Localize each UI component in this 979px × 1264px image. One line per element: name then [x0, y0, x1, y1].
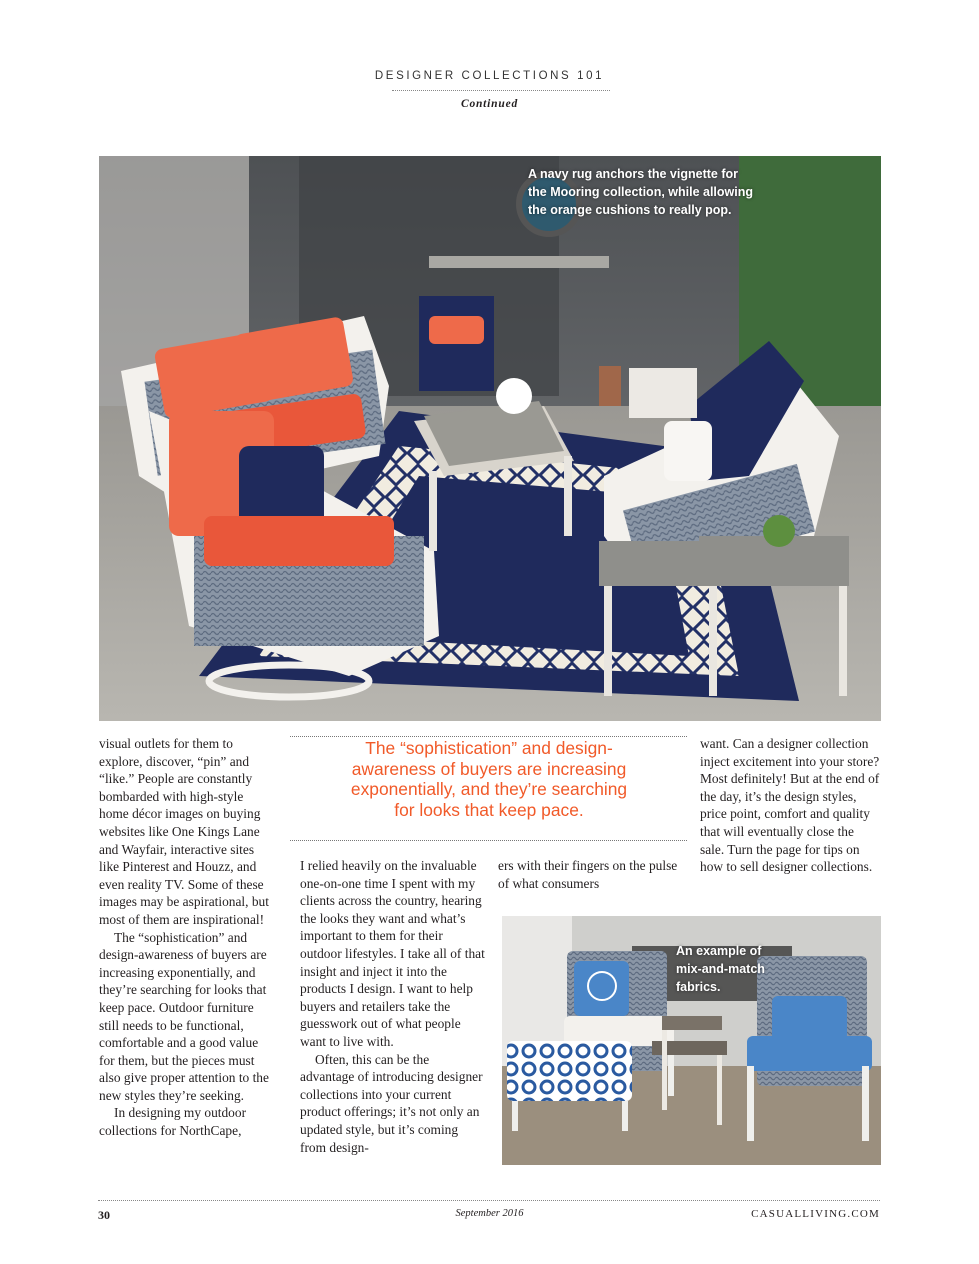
caption-line: the Mooring collection, while allowing	[528, 185, 754, 199]
page-number: 30	[98, 1208, 110, 1222]
body-column-2	[300, 857, 485, 1156]
section-title: DESIGNER COLLECTIONS 101	[374, 70, 605, 82]
body-column-1	[99, 735, 271, 1140]
showroom-vignette-illustration	[99, 156, 881, 721]
section-subtitle: Continued	[460, 98, 519, 110]
footer-divider	[98, 1200, 880, 1201]
paragraph: Often, this can be the advantage of introducing designer collections into your current product offerings; it’s not only an updated style, but it’s coming from design-	[300, 1051, 483, 1155]
pull-quote-line: awareness of buyers are increasing	[351, 758, 627, 779]
pull-quote-line: exponentially, and they’re searching	[350, 779, 628, 799]
caption-line: A navy rug anchors the vignette for	[528, 167, 738, 181]
paragraph: In designing my outdoor collections for NorthCape,	[99, 1105, 247, 1139]
caption-line: mix-and-match	[676, 962, 765, 976]
main-photo	[99, 156, 881, 721]
pull-quote-line: The “sophistication” and design-	[365, 738, 613, 758]
paragraph: I relied heavily on the invaluable one-on-one time I spent with my clients across the country, hearing the looks they want and what’s important to them for their outdoor lifestyles. I take all of that insight and inject it into the products I design. I want to help buyers and retailers take the guesswork out of what people want to live with.	[300, 858, 485, 1049]
header-divider	[392, 90, 610, 91]
caption-line: An example of	[676, 944, 762, 958]
body-column-3	[498, 857, 678, 892]
main-photo-caption	[528, 165, 878, 219]
paragraph: want. Can a designer collection inject excitement into your store? Most definitely! But at the end of the day, it’s the design styles, price point, comfort and quality that will eventually close the sale. Turn the page for tips on how to sell designer collections.	[700, 736, 880, 875]
caption-line: fabrics.	[676, 980, 721, 994]
pull-quote	[294, 738, 684, 820]
paragraph: visual outlets for them to explore, discover, “pin” and “like.” People are constantly bombarded with high-style home décor images on buying websites like One Kings Lane and Wayfair, interactive sites like Pinterest and Houzz, and even reality TV. Some of these images may be aspirational, but most of them are inspirational!	[99, 736, 269, 927]
second-photo-caption	[676, 942, 866, 996]
body-column-4	[700, 735, 880, 876]
paragraph: The “sophistication” and design-awareness of buyers are increasing exponentially, and they’re searching for looks that keep pace. Outdoor furniture still needs to be functional, comfortable and a good value for them, but the pieces must also give proper attention to the new styles they’re seeking.	[99, 929, 269, 1103]
paragraph: ers with their fingers on the pulse of what consumers	[498, 858, 678, 891]
issue-date: September 2016	[455, 1208, 524, 1219]
pull-quote-line: for looks that keep pace.	[394, 799, 584, 820]
website-url: CASUALLIVING.COM	[751, 1208, 880, 1220]
caption-line: the orange cushions to really pop.	[528, 203, 732, 217]
